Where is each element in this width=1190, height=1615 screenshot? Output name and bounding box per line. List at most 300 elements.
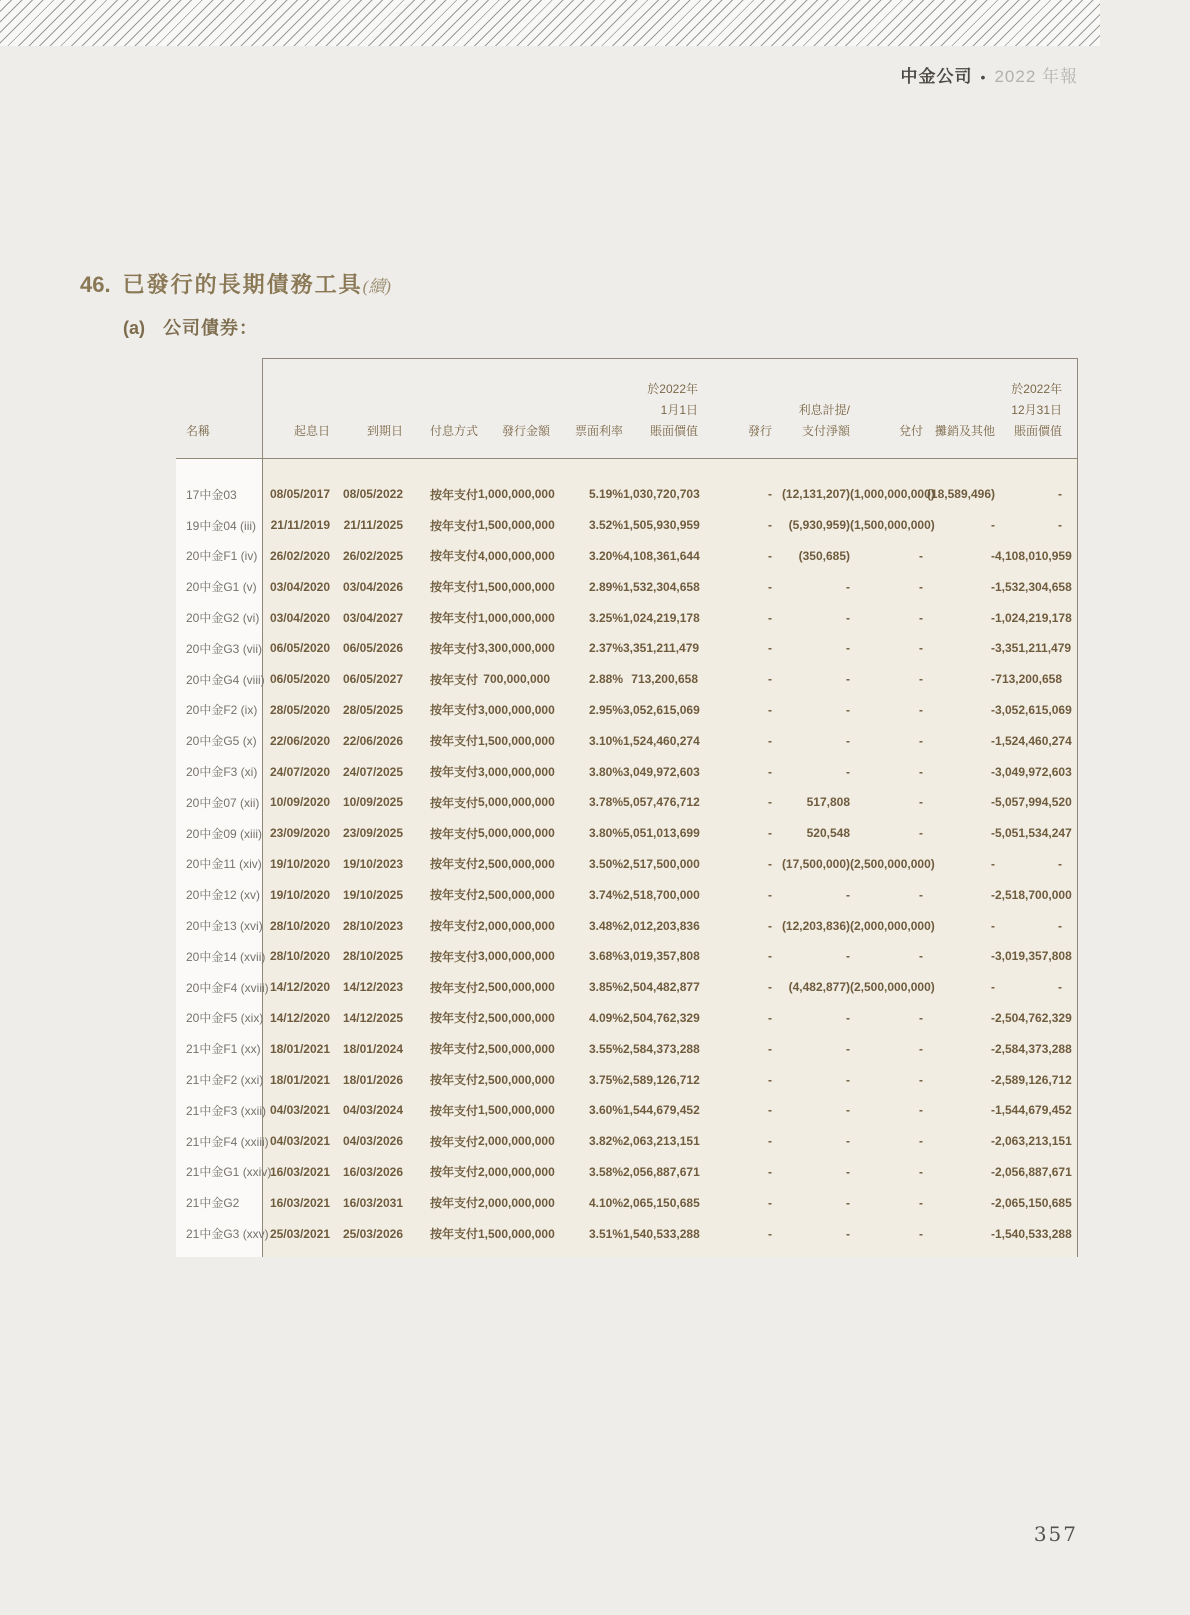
issue-amount: 700,000,000 [483,672,550,687]
jan1-carrying-value: 5,057,476,712 [623,795,700,810]
net-interest: (350,685) [798,548,850,563]
col-header-amortisation: 攤銷及其他 [934,424,995,438]
payment-method: 按年支付 [429,641,478,656]
dec31-carrying-value: - [1058,856,1062,871]
section-number: 46. [80,272,111,297]
maturity-date: 04/03/2026 [342,1134,403,1149]
jan1-carrying-value: 3,019,357,808 [623,949,700,964]
coupon-rate: 2.89% [588,579,623,594]
jan1-carrying-value: 4,108,361,644 [623,548,700,563]
table-row [176,756,1078,787]
bond-name: 21中金F4 (xxiii) [186,1134,269,1149]
coupon-rate: 3.85% [588,980,623,995]
maturity-date: 19/10/2023 [342,856,403,871]
start-date: 04/03/2021 [269,1134,330,1149]
bond-name: 20中金13 (xvi) [186,919,263,934]
maturity-date: 14/12/2025 [342,1010,403,1025]
start-date: 06/05/2020 [269,641,330,656]
bond-name: 20中金F5 (xix) [186,1011,264,1026]
bond-name: 21中金G2 [186,1196,240,1211]
table-row [176,818,1078,849]
bond-name: 20中金14 (xvii) [186,949,266,964]
table-row [176,510,1078,541]
coupon-rate: 3.80% [588,764,623,779]
issue-amount: 2,500,000,000 [478,856,555,871]
maturity-date: 19/10/2025 [342,887,403,902]
start-date: 28/05/2020 [269,702,330,717]
maturity-date: 10/09/2025 [342,795,403,810]
coupon-rate: 3.75% [588,1072,623,1087]
issuance: - [768,949,772,964]
redemption: - [919,1195,923,1210]
start-date: 19/10/2020 [269,856,330,871]
issue-amount: 1,000,000,000 [478,487,555,502]
issuance: - [768,702,772,717]
issuance: - [768,918,772,933]
diagonal-hatch-decoration [0,0,1100,46]
table-row [176,1126,1078,1157]
redemption: - [919,764,923,779]
table-row [176,941,1078,972]
redemption: - [919,641,923,656]
issuance: - [768,733,772,748]
redemption: (2,500,000,000) [850,856,935,871]
jan1-carrying-value: 5,051,013,699 [623,826,700,841]
issuance: - [768,518,772,533]
start-date: 24/07/2020 [269,764,330,779]
payment-method: 按年支付 [429,549,478,564]
start-date: 04/03/2021 [269,1103,330,1118]
coupon-rate: 4.10% [588,1195,623,1210]
net-interest: - [846,610,850,625]
net-interest: 517,808 [806,795,850,810]
dec31-carrying-value: 3,052,615,069 [995,702,1072,717]
coupon-rate: 3.58% [588,1164,623,1179]
jan1-carrying-value: 3,049,972,603 [623,764,700,779]
amortisation: - [991,949,995,964]
amortisation: - [991,1226,995,1241]
corporate-bonds-table [176,358,1078,1257]
amortisation: - [991,980,995,995]
dec31-carrying-value: 713,200,658 [995,672,1062,687]
table-row [176,879,1078,910]
issuance: - [768,1226,772,1241]
coupon-rate: 3.50% [588,856,623,871]
issue-amount: 3,000,000,000 [478,764,555,779]
col-header-maturity-date: 到期日 [366,424,403,438]
maturity-date: 04/03/2024 [342,1103,403,1118]
col-header-issuance: 發行 [747,424,772,438]
jan1-carrying-value: 1,532,304,658 [623,579,700,594]
redemption: - [919,1072,923,1087]
table-row [176,1064,1078,1095]
page-number: 357 [1033,1522,1078,1546]
amortisation: - [991,641,995,656]
dec31-carrying-value: 3,351,211,479 [995,641,1072,656]
amortisation: - [991,856,995,871]
issue-amount: 4,000,000,000 [478,548,555,563]
dec31-carrying-value: - [1058,487,1062,502]
start-date: 28/10/2020 [269,918,330,933]
bond-name: 20中金G4 (viii) [186,672,265,687]
maturity-date: 25/03/2026 [342,1226,403,1241]
payment-method: 按年支付 [429,518,478,533]
table-body [176,458,1078,1257]
bond-name: 19中金04 (iii) [186,518,257,533]
issue-amount: 1,500,000,000 [478,1226,555,1241]
company-name: 中金公司 [900,67,973,86]
redemption: - [919,1164,923,1179]
subsection-title-text: 公司債券： [163,318,258,338]
redemption: - [919,1103,923,1118]
maturity-date: 23/09/2025 [342,826,403,841]
dec31-carrying-value: - [1058,918,1062,933]
bond-name: 20中金G5 (x) [186,734,257,749]
net-interest: - [846,1134,850,1149]
issue-amount: 5,000,000,000 [478,826,555,841]
payment-method: 按年支付 [429,949,478,964]
payment-method: 按年支付 [429,980,478,995]
net-interest: - [846,949,850,964]
payment-method: 按年支付 [429,1196,478,1211]
bond-name: 21中金G1 (xxiv) [186,1165,272,1180]
coupon-rate: 3.55% [588,1041,623,1056]
amortisation: (18,589,496) [926,487,995,502]
table-row [176,664,1078,695]
jan1-carrying-value: 2,504,482,877 [623,980,700,995]
jan1-carrying-value: 1,024,219,178 [623,610,700,625]
payment-method: 按年支付 [429,734,478,749]
jan1-carrying-value: 2,518,700,000 [623,887,700,902]
payment-method: 按年支付 [429,857,478,872]
issue-amount: 3,000,000,000 [478,702,555,717]
jan1-carrying-value: 2,056,887,671 [623,1164,700,1179]
table-row [176,541,1078,572]
dec31-carrying-value: 1,540,533,288 [995,1226,1072,1241]
col-header-redemption: 兌付 [898,424,923,438]
amortisation: - [991,918,995,933]
jan1-carrying-value: 713,200,658 [631,672,698,687]
issuance: - [768,856,772,871]
issuance: - [768,826,772,841]
coupon-rate: 2.37% [588,641,623,656]
table-row [176,633,1078,664]
coupon-rate: 3.25% [588,610,623,625]
issue-amount: 2,500,000,000 [478,980,555,995]
section-title [80,268,391,299]
issue-amount: 2,500,000,000 [478,1010,555,1025]
maturity-date: 28/05/2025 [342,702,403,717]
table-row [176,1033,1078,1064]
issuance: - [768,1164,772,1179]
payment-method: 按年支付 [429,1165,478,1180]
issue-amount: 2,000,000,000 [478,1164,555,1179]
net-interest: - [846,1103,850,1118]
start-date: 08/05/2017 [269,487,330,502]
net-interest: - [846,579,850,594]
redemption: - [919,702,923,717]
table-row [176,1003,1078,1034]
dec31-carrying-value: 1,532,304,658 [995,579,1072,594]
redemption: (1,500,000,000) [850,518,935,533]
maturity-date: 18/01/2026 [342,1072,403,1087]
issuance: - [768,1010,772,1025]
issue-amount: 2,500,000,000 [478,887,555,902]
table-row [176,1157,1078,1188]
issue-amount: 1,500,000,000 [478,579,555,594]
payment-method: 按年支付 [429,703,478,718]
redemption: - [919,1041,923,1056]
net-interest: - [846,1010,850,1025]
table-row [176,725,1078,756]
coupon-rate: 3.51% [588,1226,623,1241]
table-row [176,910,1078,941]
issue-amount: 2,500,000,000 [478,1041,555,1056]
bond-name: 21中金F3 (xxii) [186,1103,267,1118]
maturity-date: 03/04/2027 [342,610,403,625]
maturity-date: 14/12/2023 [342,980,403,995]
continued-marker: (續) [362,277,391,296]
issue-amount: 5,000,000,000 [478,795,555,810]
table-row [176,1187,1078,1218]
bond-name: 20中金F3 (xi) [186,765,258,780]
net-interest: - [846,702,850,717]
col-header-net-interest: 利息計提/ 支付淨額 [798,403,850,438]
net-interest: - [846,1195,850,1210]
issuance: - [768,764,772,779]
redemption: - [919,672,923,687]
amortisation: - [991,1103,995,1118]
issuance: - [768,548,772,563]
jan1-carrying-value: 2,012,203,836 [623,918,700,933]
jan1-carrying-value: 3,351,211,479 [623,641,700,656]
net-interest: (12,131,207) [781,487,850,502]
coupon-rate: 3.20% [588,548,623,563]
redemption: - [919,1226,923,1241]
net-interest: - [846,1041,850,1056]
payment-method: 按年支付 [429,1073,478,1088]
redemption: - [919,579,923,594]
bullet-separator: • [980,69,987,85]
jan1-carrying-value: 1,505,930,959 [623,518,700,533]
dec31-carrying-value: 5,051,534,247 [995,826,1072,841]
coupon-rate: 3.74% [588,887,623,902]
bond-name: 20中金F1 (iv) [186,549,258,564]
issuance: - [768,1103,772,1118]
redemption: - [919,733,923,748]
col-header-start-date: 起息日 [293,424,330,438]
dec31-carrying-value: 2,065,150,685 [995,1195,1072,1210]
redemption: (2,500,000,000) [850,980,935,995]
amortisation: - [991,887,995,902]
amortisation: - [991,548,995,563]
net-interest: - [846,641,850,656]
start-date: 14/12/2020 [269,1010,330,1025]
maturity-date: 16/03/2031 [342,1195,403,1210]
coupon-rate: 5.19% [588,487,623,502]
issuance: - [768,795,772,810]
bond-name: 20中金11 (xiv) [186,857,262,872]
dec31-carrying-value: 2,584,373,288 [995,1041,1072,1056]
amortisation: - [991,826,995,841]
amortisation: - [991,795,995,810]
start-date: 16/03/2021 [269,1164,330,1179]
bond-name: 20中金12 (xv) [186,888,261,903]
issuance: - [768,1072,772,1087]
coupon-rate: 3.10% [588,733,623,748]
jan1-carrying-value: 1,030,720,703 [623,487,700,502]
redemption: - [919,610,923,625]
amortisation: - [991,518,995,533]
maturity-date: 03/04/2026 [342,579,403,594]
bond-name: 20中金G2 (vi) [186,611,260,626]
dec31-carrying-value: 2,589,126,712 [995,1072,1072,1087]
amortisation: - [991,764,995,779]
jan1-carrying-value: 2,063,213,151 [623,1134,700,1149]
issue-amount: 2,000,000,000 [478,1195,555,1210]
start-date: 06/05/2020 [269,672,330,687]
redemption: (1,000,000,000) [850,487,935,502]
payment-method: 按年支付 [429,1042,478,1057]
col-header-coupon-rate: 票面利率 [574,424,623,438]
net-interest: 520,548 [806,826,850,841]
start-date: 26/02/2020 [269,548,330,563]
col-header-jan1-carrying-value: 於2022年 1月1日 賬面價值 [647,382,698,438]
payment-method: 按年支付 [429,580,478,595]
subsection-label: (a) [123,318,145,338]
payment-method: 按年支付 [429,611,478,626]
net-interest: (12,203,836) [781,918,850,933]
coupon-rate: 3.48% [588,918,623,933]
jan1-carrying-value: 1,524,460,274 [623,733,700,748]
table-row [176,602,1078,633]
table-row [176,571,1078,602]
issuance: - [768,1041,772,1056]
issuance: - [768,672,772,687]
net-interest: - [846,887,850,902]
redemption: - [919,1010,923,1025]
coupon-rate: 2.95% [588,702,623,717]
col-header-payment-method: 付息方式 [429,424,478,438]
bond-name: 21中金F1 (xx) [186,1042,261,1057]
dec31-carrying-value: 3,019,357,808 [995,949,1072,964]
jan1-carrying-value: 2,517,500,000 [623,856,700,871]
redemption: (2,000,000,000) [850,918,935,933]
jan1-carrying-value: 1,544,679,452 [623,1103,700,1118]
issue-amount: 1,000,000,000 [478,610,555,625]
start-date: 18/01/2021 [269,1072,330,1087]
coupon-rate: 3.82% [588,1134,623,1149]
dec31-carrying-value: 2,063,213,151 [995,1134,1072,1149]
start-date: 03/04/2020 [269,610,330,625]
issuance: - [768,610,772,625]
issuance: - [768,887,772,902]
redemption: - [919,1134,923,1149]
maturity-date: 18/01/2024 [342,1041,403,1056]
jan1-carrying-value: 1,540,533,288 [623,1226,700,1241]
dec31-carrying-value: 4,108,010,959 [995,548,1072,563]
issue-amount: 3,300,000,000 [478,641,555,656]
dec31-carrying-value: 2,518,700,000 [995,887,1072,902]
bond-name: 17中金03 [186,487,237,502]
table-row [176,695,1078,726]
coupon-rate: 2.88% [588,672,623,687]
net-interest: - [846,1164,850,1179]
maturity-date: 28/10/2025 [342,949,403,964]
dec31-carrying-value: 2,504,762,329 [995,1010,1072,1025]
amortisation: - [991,672,995,687]
payment-method: 按年支付 [429,888,478,903]
bond-name: 20中金09 (xiii) [186,826,263,841]
payment-method: 按年支付 [429,765,478,780]
net-interest: (17,500,000) [781,856,850,871]
coupon-rate: 3.68% [588,949,623,964]
payment-method: 按年支付 [429,1134,478,1149]
issuance: - [768,1134,772,1149]
maturity-date: 21/11/2025 [343,518,403,533]
amortisation: - [991,1041,995,1056]
payment-method: 按年支付 [429,919,478,934]
amortisation: - [991,702,995,717]
bond-name: 21中金G3 (xxv) [186,1227,269,1242]
table-row [176,1218,1078,1249]
start-date: 03/04/2020 [269,579,330,594]
coupon-rate: 3.78% [588,795,623,810]
jan1-carrying-value: 2,504,762,329 [623,1010,700,1025]
issue-amount: 1,500,000,000 [478,1103,555,1118]
subsection-title [123,314,258,340]
amortisation: - [991,1164,995,1179]
coupon-rate: 3.52% [588,518,623,533]
coupon-rate: 4.09% [588,1010,623,1025]
start-date: 19/10/2020 [269,887,330,902]
start-date: 14/12/2020 [269,980,330,995]
redemption: - [919,949,923,964]
issue-amount: 1,500,000,000 [478,733,555,748]
dec31-carrying-value: 5,057,994,520 [995,795,1072,810]
start-date: 23/09/2020 [269,826,330,841]
table-row [176,972,1078,1003]
net-interest: - [846,764,850,779]
report-year: 2022 年報 [994,67,1078,86]
dec31-carrying-value: 2,056,887,671 [995,1164,1072,1179]
start-date: 25/03/2021 [269,1226,330,1241]
issuance: - [768,487,772,502]
dec31-carrying-value: 1,544,679,452 [995,1103,1072,1118]
net-interest: - [846,1226,850,1241]
jan1-carrying-value: 2,065,150,685 [623,1195,700,1210]
payment-method: 按年支付 [429,487,478,502]
net-interest: (4,482,877) [788,980,850,995]
issue-amount: 2,000,000,000 [478,918,555,933]
dec31-carrying-value: - [1058,980,1062,995]
start-date: 18/01/2021 [269,1041,330,1056]
bond-name: 20中金G1 (v) [186,580,257,595]
issue-amount: 2,000,000,000 [478,1134,555,1149]
dec31-carrying-value: - [1058,518,1062,533]
table-row [176,1095,1078,1126]
net-interest: - [846,733,850,748]
payment-method: 按年支付 [429,1011,478,1026]
maturity-date: 06/05/2026 [342,641,403,656]
amortisation: - [991,579,995,594]
payment-method: 按年支付 [429,672,478,687]
redemption: - [919,887,923,902]
issuance: - [768,579,772,594]
issuance: - [768,641,772,656]
payment-method: 按年支付 [429,826,478,841]
jan1-carrying-value: 2,584,373,288 [623,1041,700,1056]
